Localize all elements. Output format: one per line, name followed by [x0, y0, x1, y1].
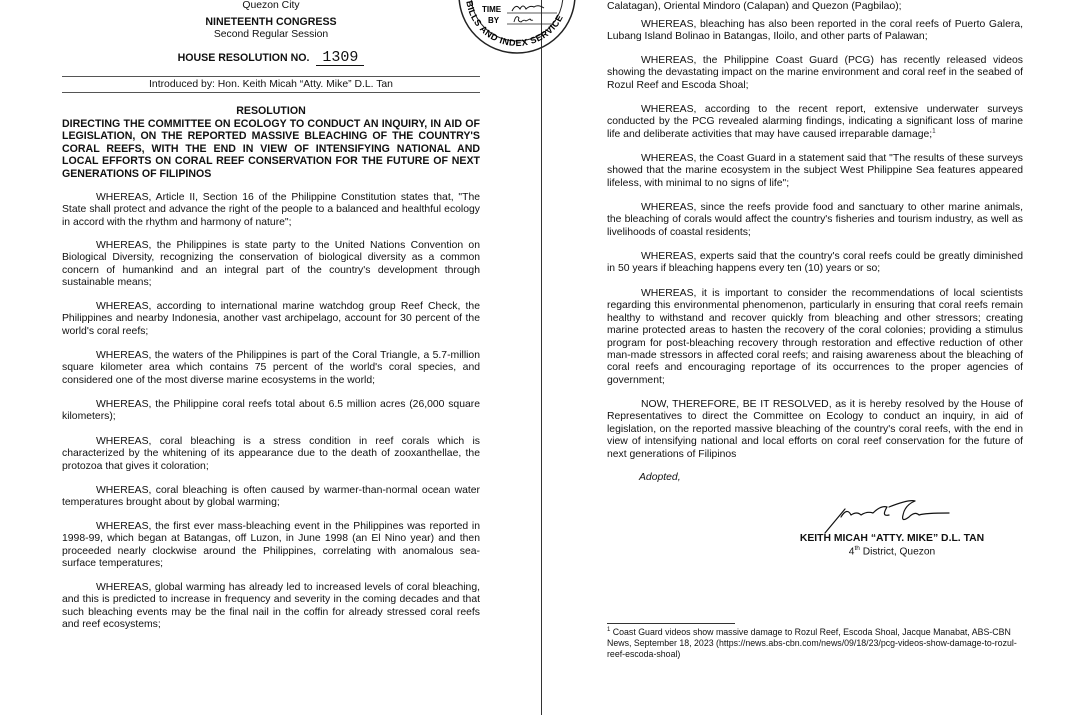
stamp-time-handwriting [512, 6, 544, 11]
footnote-text: Coast Guard videos show massive damage to Rozul Reef, Escoda Shoal, Jacque Manabat, ABS-CBN News, September 18, 2023 (https://news.abs-cbn.com/news/09/18/23/pcg-videos-show-damage-to-rozul-reef-escoda-shoal) [607, 627, 1017, 659]
footnote-number: 1 [607, 627, 611, 634]
continued-text: Calatagan), Oriental Mindoro (Calapan) and Quezon (Pagbilao); [607, 1, 902, 12]
resolution-number-line [62, 50, 480, 66]
right-page [607, 0, 1023, 715]
whereas-paragraph: WHEREAS, the Philippines is state party to the United Nations Convention on Biological Diversity, recognizing the conservation of biological diversity as a common concern of humankind and an integral part of the country's development through sustainable means; [62, 240, 480, 289]
whereas-paragraph: WHEREAS, Article II, Section 16 of the Philippine Constitution states that, "The State shall protect and advance the right of the people to a balanced and healthful ecology in accord with the rhythm and harmony of nature"; [62, 192, 480, 228]
whereas-paragraph: WHEREAS, the Coast Guard in a statement said that "The results of these surveys showed that the marine ecosystem in the subject West Philippine Sea features appeared lifeless, with minimal to no signs of life"; [607, 153, 1023, 189]
whereas-paragraph: WHEREAS, global warming has already led to increased levels of coral bleaching, and this is predicted to increase in frequency and severity in the coming decades and that such bleaching events may be the final nail in the coffin for already stressed coral reefs and reef ecosystems; [62, 582, 480, 631]
page-divider [541, 0, 542, 715]
whereas-paragraph: WHEREAS, according to international marine watchdog group Reef Check, the Philippines and nearby Indonesia, another vast archipelago, account for 30 percent of the world's coral reefs; [62, 301, 480, 337]
adopted-label: Adopted, [639, 472, 681, 483]
resolution-label: HOUSE RESOLUTION NO. [177, 52, 310, 64]
whereas-paragraph: WHEREAS, the waters of the Philippines is part of the Coral Triangle, a 5.7-million square kilometer area which contains 75 percent of the world's coral species, and considered one of the most diverse marine ecosystems in the world; [62, 350, 480, 386]
footnote [607, 627, 1017, 660]
signatory-name: KEITH MICAH “ATTY. MIKE” D.L. TAN [799, 533, 985, 544]
signature [817, 495, 967, 535]
city-header: Quezon City [242, 0, 300, 11]
congress-header: NINETEENTH CONGRESS [205, 16, 337, 28]
whereas-paragraph: WHEREAS, the first ever mass-bleaching event in the Philippines was reported in 1998-99, which began at Batangas, off Luzon, in June 1998 (an El Nino year) and then proceeded nearly clockwise around the Philippines, correlating with anomalous sea-surface temperatures; [62, 521, 480, 570]
footnote-rule [607, 623, 735, 624]
rule-top [62, 76, 480, 77]
introduced-by: Introduced by: Hon. Keith Micah “Atty. Mike” D.L. Tan [149, 79, 393, 90]
stamp-by-handwriting [514, 17, 533, 22]
whereas-paragraph: WHEREAS, since the reefs provide food and sanctuary to other marine animals, the bleaching of corals would affect the country's fisheries and tourism industry, as well as livelihoods of coastal residents; [607, 202, 1023, 238]
whereas-paragraph: WHEREAS, coral bleaching is often caused by warmer-than-normal ocean water temperatures brought about by global warming; [62, 485, 480, 509]
resolution-title: DIRECTING THE COMMITTEE ON ECOLOGY TO CONDUCT AN INQUIRY, IN AID OF LEGISLATION, ON THE REPORTED MASSIVE BLEACHING OF THE COUNTRY'S CORAL REEFS, WITH THE END IN VIEW OF INTENSIFYING NATIONAL AND LOCAL EFFORTS ON CORAL REEF CONSERVATION FOR THE FUTURE OF NEXT GENERATIONS OF FILIPINOS [62, 118, 480, 180]
rule-bottom [62, 92, 480, 93]
whereas-paragraph: WHEREAS, bleaching has also been reported in the coral reefs of Puerto Galera, Lubang Island Bolinao in Batangas, Iloilo, and other parts of Palawan; [607, 19, 1023, 43]
stamp-time-label: TIME [482, 5, 502, 14]
stamp-ring-text: BILLS AND INDEX SERVICE [464, 0, 566, 49]
whereas-paragraph: WHEREAS, the Philippine coral reefs total about 6.5 million acres (26,000 square kilometers); [62, 399, 480, 423]
whereas-paragraph: WHEREAS, according to the recent report, extensive underwater surveys conducted by the PCG revealed alarming findings, indicating a significant loss of marine life and deliberate activities that may have caused irreparable damage;$^1$ [607, 104, 1023, 140]
whereas-paragraph: WHEREAS, experts said that the country's coral reefs could be greatly diminished in 50 years if bleaching happens every ten (10) years or so; [607, 251, 1023, 275]
resolution-heading: RESOLUTION [236, 105, 306, 117]
signatory-district: 4th District, Quezon [848, 545, 936, 558]
resolved-paragraph: NOW, THEREFORE, BE IT RESOLVED, as it is hereby resolved by the House of Representatives to direct the Committee on Ecology to conduct an inquiry, in aid of legislation, on the reported massive bleaching of the country's coral reefs, with the end in view of intensifying national and local efforts on coral reef conservation for the future of next generations of Filipinos [607, 399, 1023, 460]
receipt-stamp [452, 0, 582, 65]
session-header: Second Regular Session [213, 29, 329, 40]
whereas-paragraph: WHEREAS, the Philippine Coast Guard (PCG) has recently released videos showing the devastating impact on the marine environment and coral reef in the seabed of Rozul Reef and Escoda Shoal; [607, 55, 1023, 91]
stamp-by-label: BY [488, 16, 500, 25]
left-page [62, 0, 566, 715]
whereas-paragraph: WHEREAS, coral bleaching is a stress condition in reef corals which is characterized by the whitening of its appearance due to the death of zooxanthellae, the protozoa that gives it coloration; [62, 436, 480, 472]
resolution-number: 1309 [316, 50, 364, 66]
whereas-paragraph: WHEREAS, it is important to consider the recommendations of local scientists regarding this environmental phenomenon, particularly in ensuring that coral reefs remain healthy to withstand and recover quickly from bleaching and other stressors; creating marine protected areas to hasten the recovery of the coral colonies; providing a stimulus program for post-bleaching recovery through restoration and effective reduction of other man-made stressors in affected coral reefs; and raising awareness about the bleaching of coral reefs and encouraging reportage of its occurrences to the proper agencies of government; [607, 288, 1023, 386]
footnote-ref: 1 [932, 128, 936, 135]
